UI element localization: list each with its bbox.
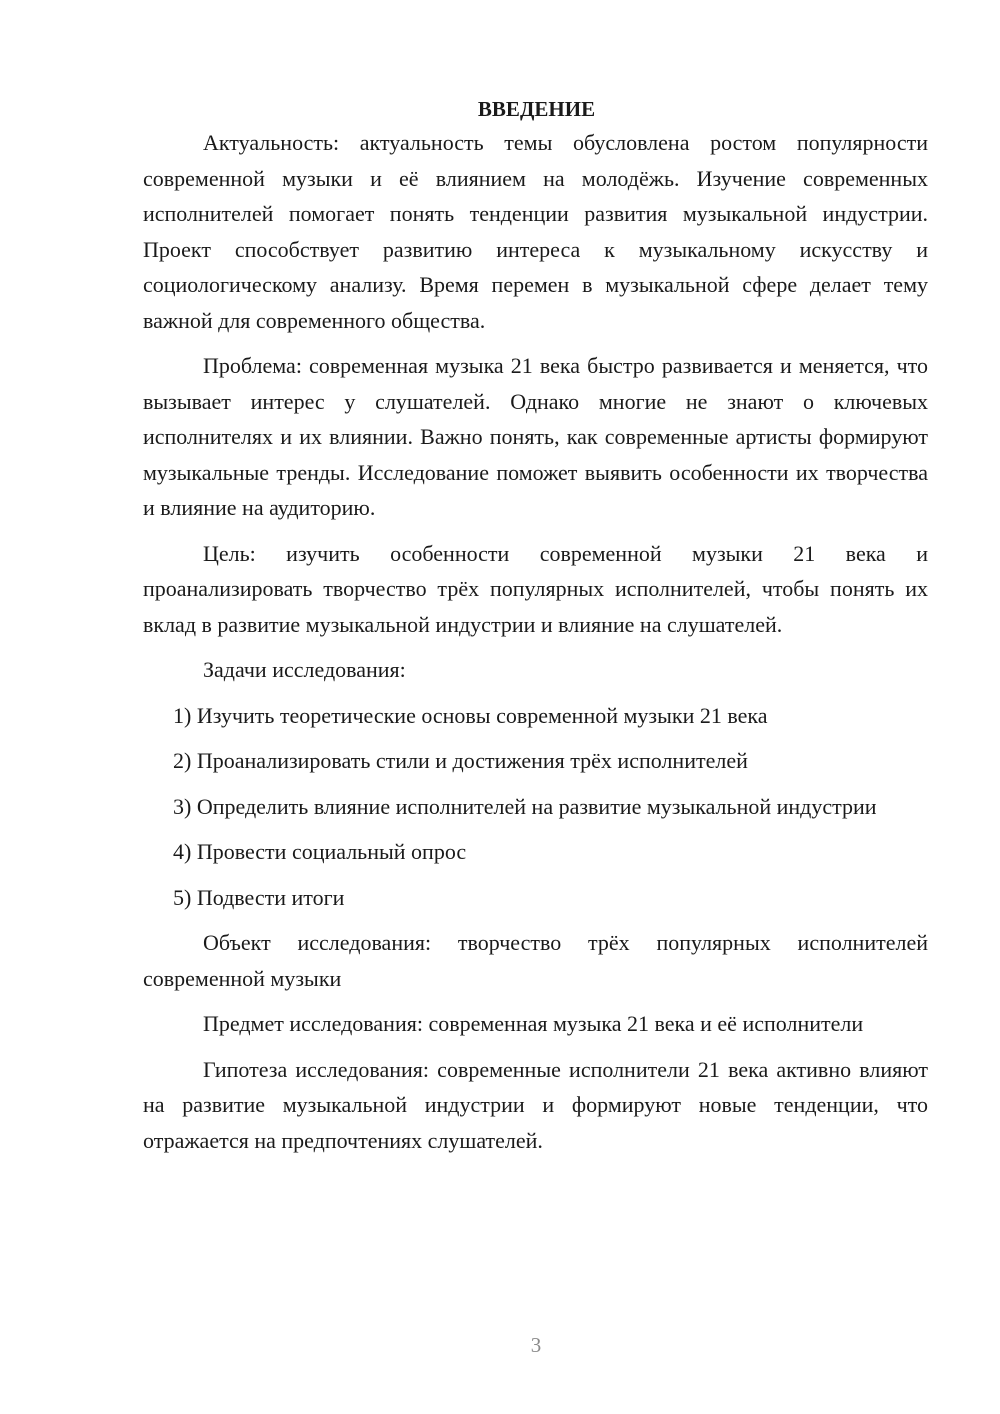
section-title: ВВЕДЕНИЕ <box>477 97 596 121</box>
paragraph-goal: Цель: изучить особенности современной музыки 21 века и проанализировать творчество трёх популярных исполнителей, чтобы понять их вклад в развитие музыкальной индустрии и влияние на слушателей. <box>143 540 928 637</box>
paragraph-hypothesis: Гипотеза исследования: современные исполнители 21 века активно влияют на развитие музыкальной индустрии и формируют новые тенденции, что отражается на предпочтениях слушателей. <box>143 1056 928 1153</box>
page-number: 3 <box>530 1333 542 1357</box>
paragraph-relevance: Актуальность: актуальность темы обусловлена ростом популярности современной музыки и её влиянием на молодёжь. Изучение современных исполнителей помогает понять тенденции развития музыкальной индустрии. Проект способствует развитию интереса к музыкальному искусству и социологическому анализу. Время перемен в музыкальной сфере делает тему важной для современного общества. <box>143 130 928 333</box>
task-item-1: 1) Изучить теоретические основы современной музыки 21 века <box>173 702 768 728</box>
document-page <box>143 92 928 1168</box>
task-item-5: 5) Подвести итоги <box>173 884 345 910</box>
task-item-2: 2) Проанализировать стили и достижения трёх исполнителей <box>173 748 748 773</box>
tasks-heading: Задачи исследования: <box>203 657 406 682</box>
task-item-3: 3) Определить влияние исполнителей на развитие музыкальной индустрии <box>173 793 877 819</box>
paragraph-problem: Проблема: современная музыка 21 века быстро развивается и меняется, что вызывает интерес у слушателей. Однако многие не знают о ключевых исполнителях и их влиянии. Важно понять, как современные артисты формируют музыкальные тренды. Исследование поможет выявить особенности их творчества и влияние на аудиторию. <box>143 353 928 520</box>
paragraph-object: Объект исследования: творчество трёх популярных исполнителей современной музыки <box>143 930 928 991</box>
task-item-4: 4) Провести социальный опрос <box>173 839 467 864</box>
paragraph-subject: Предмет исследования: современная музыка 21 века и её исполнители <box>203 1011 864 1036</box>
